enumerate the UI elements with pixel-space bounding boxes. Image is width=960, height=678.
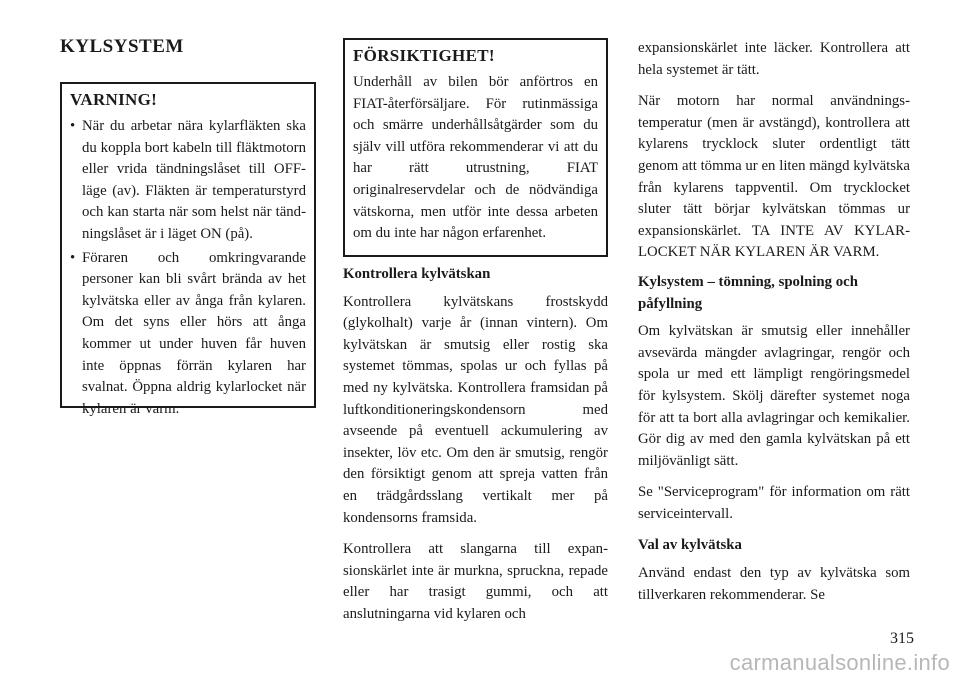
warning-title: VARNING!	[70, 90, 158, 109]
paragraph: Kontrollera kylvätskans frostskydd (glykolhalt) varje år (innan vintern). Om kylvätskan är smutsig eller rostig ska systemet tömmas, spolas ur och fyllas på med ny kylvätska. Kontrollera framsidan på luftkonditioneringskondensorn med avseende på eventuell ackumulering av insekter, löv etc. Om den är smutsig, rengör den försiktigt genom att spreja vatten från en trädgårdsslang vertikalt mer på kondensorns framsida.	[343, 293, 608, 526]
warning-item: • Föraren och omkringvarande personer kan bli svårt brända av het kylvätska eller av ånga från kylaren. Om det syns eller hörs att ånga kommer ut under huven får huven inte öppnas förrän kylaren har svalnat. Öppna aldrig kylarlocket när kylaren är varm.	[70, 248, 306, 421]
paragraph: Se "Serviceprogram" för information om rätt serviceintervall.	[638, 484, 910, 522]
heading-coolant-selection: Val av kylvätska	[638, 537, 742, 554]
warning-box	[60, 82, 316, 417]
caution-text: Underhåll av bilen bör anförtros en FIAT-återförsäljare. För rutinmässiga och smärre underhållsåtgärder som du själv vill utföra rekommenderar vi att du har rätt utrustning, FIAT originalreservdelar och de nödvändiga vätskorna, men utför inte dessa arbeten om du inte har någon erfarenhet.	[353, 74, 598, 242]
caution-box	[343, 38, 608, 257]
watermark: carmanualsonline.info	[729, 650, 950, 675]
section-title: KYLSYSTEM	[60, 36, 184, 57]
paragraph: expansionskärlet inte läcker. Kontrollera att hela systemet är tätt.	[638, 40, 910, 78]
paragraph: Om kylvätskan är smutsig eller innehåller avsevärda mängder avlagringar, rengör och spola ur med ett lämpligt rengöringsmedel för kylsystem. Skölj därefter systemet noga för att ta bort alla avlagringar och kemikalier. Gör dig av med den gamla kylvätskan på ett miljövänligt sätt.	[638, 323, 910, 469]
column-3-body	[638, 38, 910, 606]
column-2-body	[343, 264, 608, 626]
paragraph: Kontrollera att slangarna till expansionskärlet inte är murkna, spruckna, repade eller har trasigt gummi, och att anslutningarna vid kylaren och	[343, 541, 608, 622]
paragraph: Använd endast den typ av kylvätska som tillverkaren rekommenderar. Se	[638, 565, 910, 603]
warning-item: • När du arbetar nära kylarfläkten ska du koppla bort kabeln till fläktmotorn eller vrida tändningslåset till OFF-läge (av). Fläkten är temperaturstyrd och kan starta när som helst när tändningslåset är i läget ON (på).	[70, 116, 306, 246]
paragraph: När motorn har normal användningstemperatur (men är avstängd), kontrollera att kylarens trycklock sluter ordentligt tätt genom att tömma ur en liten mängd kylvätska från kylarens tappventil. Om trycklocket sluter tätt börjar kylvätskan tömmas ur expansionskärlet. TA INTE AV KYLARLOCKET NÄR KYLAREN ÄR VARM.	[638, 93, 910, 261]
heading-check-coolant: Kontrollera kylvätskan	[343, 266, 491, 282]
warning-list	[70, 116, 306, 420]
heading-drain-flush-fill: Kylsystem – tömning, spolning och påfyllning	[638, 273, 858, 312]
caution-title: FÖRSIKTIGHET!	[353, 46, 495, 65]
page-number: 315	[890, 630, 914, 647]
